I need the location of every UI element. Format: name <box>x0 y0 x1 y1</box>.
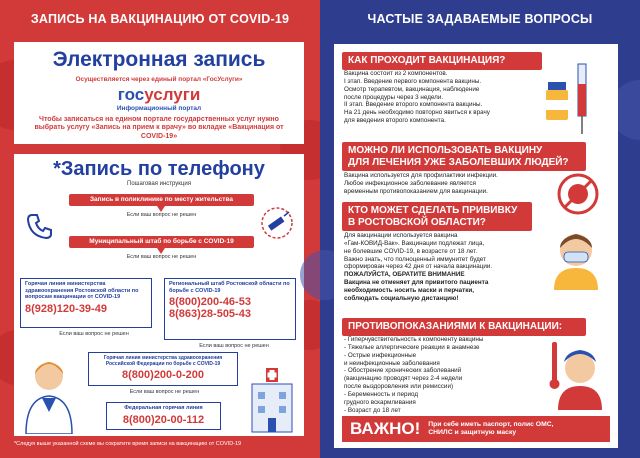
list-item: и неинфекционные заболевания <box>344 359 440 367</box>
sick-person-icon <box>544 338 604 410</box>
logo-caption: Информационный портал <box>116 105 202 112</box>
important-banner <box>342 416 610 442</box>
logo-part2: услуги <box>144 85 201 104</box>
step-municipal: Муниципальный штаб по борьбе с COVID-19 <box>69 236 254 248</box>
box-regional-hq <box>164 278 296 340</box>
list-item: после выздоровления или ремиссии) <box>344 383 454 391</box>
box-text: Федеральная горячая линия <box>124 405 203 411</box>
no-virus-icon <box>556 172 600 216</box>
phone-panel <box>14 154 304 436</box>
list-item: грудного вскармливания <box>344 398 416 406</box>
answer-line: Любое инфекционное заболевание является <box>344 179 476 187</box>
note-not-solved: Если ваш вопрос не решен <box>126 212 197 218</box>
important-text <box>428 421 553 437</box>
phone-title-text: Запись по телефону <box>60 158 265 180</box>
list-item: - Беременность и период <box>344 391 419 399</box>
q2-title <box>342 142 586 171</box>
phone-number: 8(800)20-00-112 <box>122 413 205 426</box>
q3-answer <box>344 232 492 303</box>
q2-title-line: МОЖНО ЛИ ИСПОЛЬЗОВАТЬ ВАКЦИНУ <box>348 145 543 156</box>
electronic-description: Чтобы записаться на едином портале государственных услуг нужно выбрать услугу «Запись на прием к врачу» во вкладке «Вакцинация от COVID-19» <box>34 116 284 140</box>
answer-line: Осмотр терапевтом, вакцинация, наблюдение <box>344 85 480 93</box>
left-header: ЗАПИСЬ НА ВАКЦИНАЦИЮ ОТ COVID-19 <box>30 12 290 26</box>
doctor-illustration <box>18 354 80 434</box>
note-not-solved: Если ваш вопрос не решен <box>199 343 269 349</box>
box-rostov-ministry <box>20 278 152 328</box>
answer-line: сформирован через 42 дня от начала вакцинации. <box>344 263 493 271</box>
contraindications-list <box>344 336 483 415</box>
logo-part1: гос <box>117 85 145 104</box>
answer-line: не болевшие COVID-19, в возрасте от 18 лет. <box>344 247 478 255</box>
answer-line: соблюдать социальную дистанцию! <box>344 294 459 302</box>
q2-title-line: ДЛЯ ЛЕЧЕНИЯ УЖЕ ЗАБОЛЕВШИХ ЛЮДЕЙ? <box>348 156 569 168</box>
list-item: (вакцинацию проводят через 2-4 недели <box>344 375 463 383</box>
gosuslugi-logo <box>14 85 304 105</box>
hospital-illustration <box>244 364 300 434</box>
box-rf-ministry <box>88 352 238 386</box>
box-text: Региональный штаб Ростовской области по борьбе с COVID-19 <box>169 281 290 294</box>
answer-line: На 21 день необходимо повторно явиться к врачу <box>344 109 490 117</box>
q3-title <box>342 202 532 231</box>
electronic-panel <box>14 42 304 144</box>
important-label: ВАЖНО! <box>350 419 421 438</box>
electronic-title: Электронная запись <box>52 48 266 71</box>
box-federal <box>106 402 221 430</box>
note-not-solved: Если ваш вопрос не решен <box>126 254 197 260</box>
footnote: *Следуя выше указанной схеме вы сократите время записи на вакцинацию от COVID-19 <box>14 441 242 447</box>
answer-line: Вакцина используется для профилактики инфекции. <box>344 172 498 179</box>
right-header: ЧАСТЫЕ ЗАДАВАЕМЫЕ ВОПРОСЫ <box>367 12 593 26</box>
vaccine-vial-icon <box>540 60 600 138</box>
answer-line: необходимость носить маски и перчатки, <box>344 287 475 295</box>
answer-line: I этап. Введение первого компонента вакцины. <box>344 77 482 85</box>
step-polyclinic: Запись в поликлинике по месту жительства <box>69 194 254 206</box>
q3-title-line: КТО МОЖЕТ СДЕЛАТЬ ПРИВИВКУ <box>348 205 518 216</box>
phone-number: 8(800)200-46-53 <box>169 296 251 309</box>
answer-line: Вакцина состоит из 2 компонентов. <box>344 70 448 77</box>
q2-answer <box>344 172 498 196</box>
box-text: Горячая линия министерства здравоохранения Ростовской области по вопросам вакцинации от COVID-19 <box>25 281 139 301</box>
asterisk: * <box>53 158 61 180</box>
answer-line: Вакцина не отменяет для привитого пациента <box>344 279 489 287</box>
q3-title-line: В РОСТОВСКОЙ ОБЛАСТИ? <box>348 216 486 228</box>
phone-title <box>14 158 304 181</box>
list-item: - Возраст до 18 лет <box>344 406 401 414</box>
important-line: СНИЛС и защитную маску <box>428 429 517 436</box>
phone-icon <box>26 212 54 240</box>
phone-number: 8(800)200-0-200 <box>122 369 204 381</box>
note-not-solved: Если ваш вопрос не решен <box>59 331 129 337</box>
list-item: - Обострение хронических заболеваний <box>344 367 462 375</box>
note-not-solved: Если ваш вопрос не решен <box>129 389 200 395</box>
answer-line: II этап. Введение второго компонента вакцины. <box>344 101 483 109</box>
syringe-icon <box>260 206 294 240</box>
list-item: - Острые инфекционные <box>344 351 417 359</box>
answer-line: Для вакцинации используется вакцина <box>344 232 458 239</box>
answer-line: для введения второго компонента. <box>344 117 446 125</box>
important-line: При себе иметь паспорт, полис ОМС, <box>428 420 554 428</box>
q1-title: КАК ПРОХОДИТ ВАКЦИНАЦИЯ? <box>342 52 542 70</box>
answer-line: временным противопоказанием для вакцинации. <box>344 187 488 195</box>
answer-line: ПОЖАЛУЙСТА, ОБРАТИТЕ ВНИМАНИЕ <box>344 271 465 279</box>
list-item: - Тяжелые аллергические реакции в анамнезе <box>344 343 480 351</box>
masked-person-icon <box>548 228 604 290</box>
box-text: Горячая линия министерства здравоохранения Российской Федерации по борьбе с COVID-19 <box>103 355 223 367</box>
answer-line: после процедуры через 3 недели. <box>344 93 444 101</box>
q4-title: ПРОТИВОПОКАЗАНИЯМИ К ВАКЦИНАЦИИ: <box>342 318 586 336</box>
q1-answer <box>344 70 490 125</box>
phone-number: 8(928)120-39-49 <box>25 302 107 315</box>
phone-subtitle: Пошаговая инструкция <box>127 181 191 187</box>
answer-line: «Гам-КОВИД-Вак». Вакцинации подлежат лица, <box>344 239 485 247</box>
electronic-subtitle: Осуществляется через единый портал «ГосУслуги» <box>75 76 243 83</box>
answer-line: Важно знать, что полноценный иммунитет будет <box>344 255 486 263</box>
list-item: - Гиперчувствительность к компоненту вакцины <box>344 336 484 343</box>
phone-number: 8(863)28-505-43 <box>169 308 251 321</box>
